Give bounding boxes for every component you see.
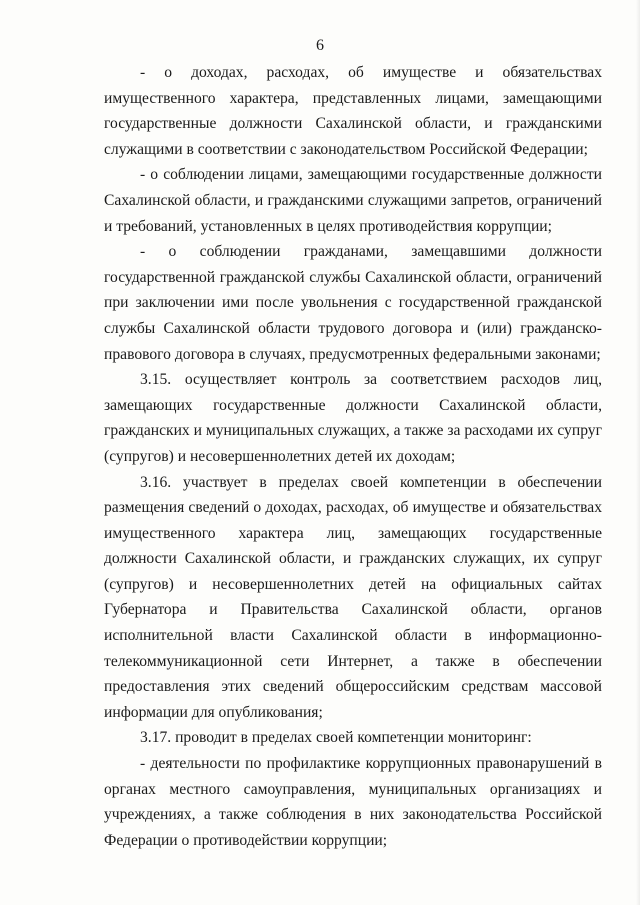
paragraph-income-expenses: - о доходах, расходах, об имуществе и обязательствах имущественного характера, представленных лицами, замещающими государственные должности Сахалинской области, и гражданскими служащими в соответствии с законодательством Российской Федерации; [104,64,602,158]
document-body [104,60,602,853]
paragraph-compliance-prohibitions: - о соблюдении лицами, замещающими государственные должности Сахалинской области, и гражданскими служащими запретов, ограничений и требований, установленных в целях противодействия коррупции; [104,166,602,235]
page-edge-shadow [636,0,640,905]
paragraph-3-15: 3.15. осуществляет контроль за соответствием расходов лиц, замещающих государственные должности Сахалинской области, гражданских и муниципальных служащих, а также за расходами их супруг (супругов) и несовершеннолетних детей их доходам; [104,371,602,465]
page-number: 6 [316,37,324,54]
paragraph-monitoring-activity: - деятельности по профилактике коррупционных правонарушений в органах местного самоуправления, муниципальных организациях и учреждениях, а также соблюдения в них законодательства Российской Федерации о противодействии коррупции; [104,755,602,849]
paragraph-3-16: 3.16. участвует в пределах своей компетенции в обеспечении размещения сведений о доходах, расходах, об имуществе и обязательствах имущественного характера лиц, замещающих государственные должности Сахалинской области, и гражданских служащих, их супруг (супругов) и несовершеннолетних детей на официальных сайтах Губернатора и Правительства Сахалинской области, органов исполнительной власти Сахалинской области в информационно-телекоммуникационной сети Интернет, а также в обеспечении предоставления этих сведений общероссийским средствам массовой информации для опубликования; [104,473,602,721]
paragraph-former-servants-restrictions: - о соблюдении гражданами, замещавшими должности государственной гражданской службы Сахалинской области, ограничений при заключении ими после увольнения с государственной гражданской службы Сахалинской области трудового договора и (или) гражданско-правового договора в случаях, предусмотренных федеральными законами; [104,243,602,363]
paragraph-3-17: 3.17. проводит в пределах своей компетенции мониторинг: [140,729,532,747]
